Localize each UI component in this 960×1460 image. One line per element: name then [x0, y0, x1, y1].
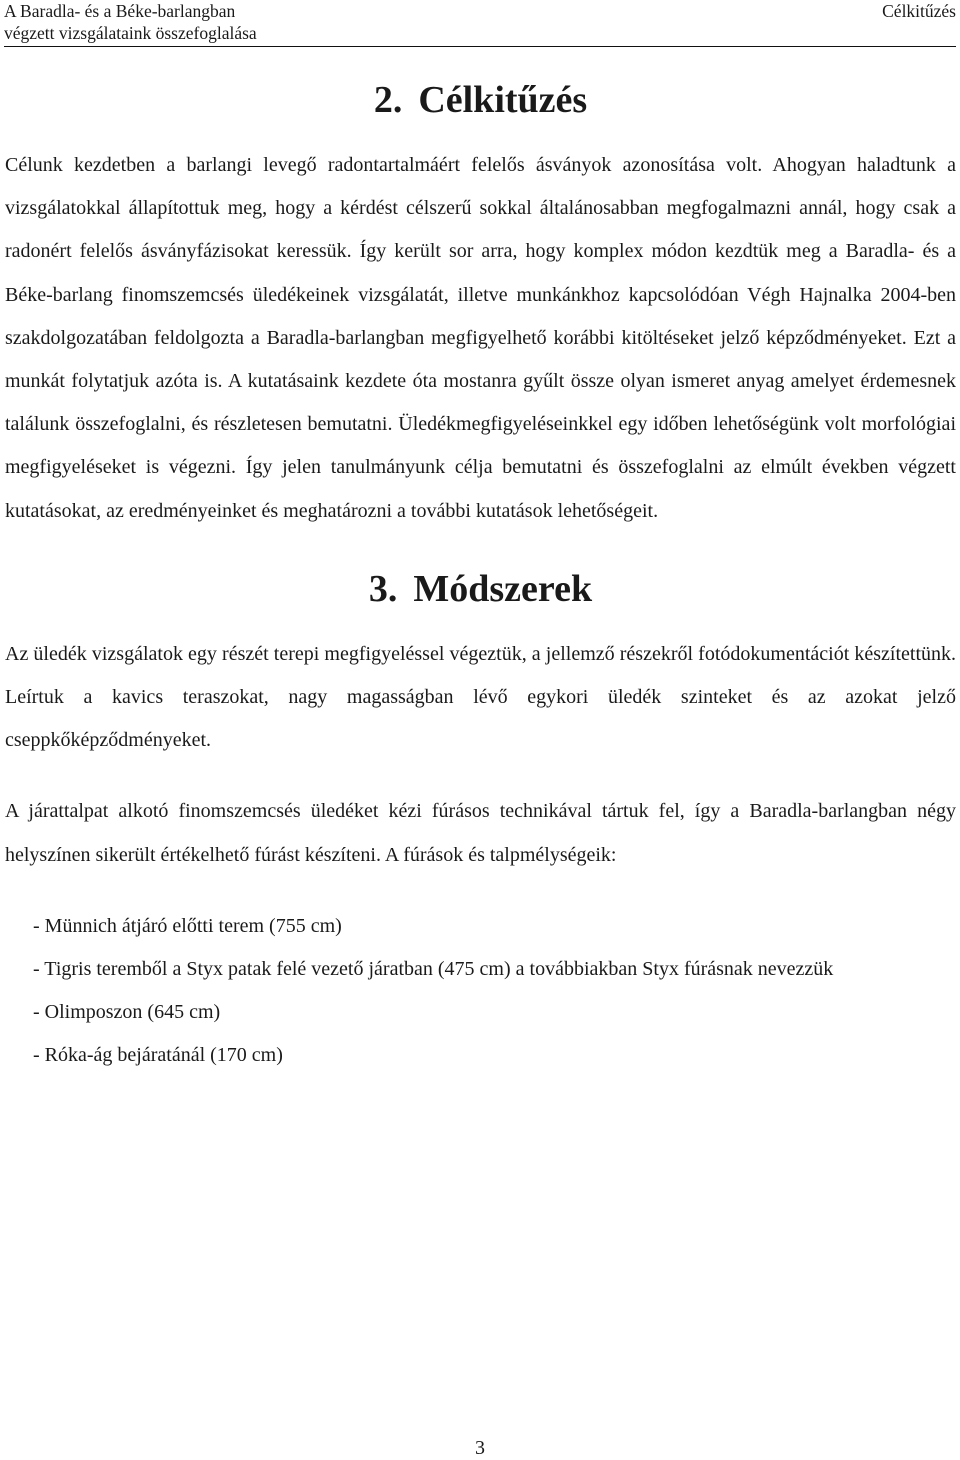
list-item: - Münnich átjáró előtti terem (755 cm)	[33, 914, 342, 937]
page-content	[5, 56, 956, 1078]
paragraph-celkituzes: Célunk kezdetben a barlangi levegő radontartalmáért felelős ásványok azonosítása volt. Ahogyan haladtunk a vizsgálatokkal állapítottuk meg, hogy a kérdést célszerű sokkal általánosabban megfogalmazni annál, hogy csak a radonért felelős ásványfázisokat keressük. Így került sor arra, hogy komplex módon kezdtük meg a Baradla- és a Béke-barlang finomszemcsés üledékeinek vizsgálatát, illetve munkánkhoz kapcsolódóan Végh Hajnalka 2004-ben szakdolgozatában feldolgozta a Baradla-barlangban megfigyelhető korábbi kitöltéseket jelző képződményeket. Ezt a munkát folytatjuk azóta is. A kutatásaink kezdete óta mostanra gyűlt össze olyan ismeret anyag amelyet érdemesnek találunk összefoglalni, és részletesen bemutatni. Üledékmegfigyeléseinkkel egy időben lehetőségünk volt morfológiai megfigyeléseket is végezni. Így jelen tanulmányunk célja bemutatni és összefoglalni az elmúlt években végzett kutatásokat, az eredményeinket és meghatározni a további kutatások lehetőségeit.	[5, 154, 956, 522]
section-heading-celkituzes	[5, 78, 956, 122]
running-header	[4, 0, 956, 47]
running-header-title	[4, 0, 257, 44]
section-title: Célkitűzés	[418, 79, 588, 121]
paragraph-terepi-megfigyeles: Az üledék vizsgálatok egy részét terepi megfigyeléssel végeztük, a jellemző részekről fotódokumentációt készítettünk. Leírtuk a kavics teraszokat, nagy magasságban lévő egykori üledék szinteket és az azokat jelző cseppkőképződményeket.	[5, 642, 956, 752]
list-item: - Tigris teremből a Styx patak felé vezető járatban (475 cm) a továbbiakban Styx fúrásnak nevezzük	[33, 958, 834, 981]
running-header-chapter: Célkitűzés	[882, 1, 956, 21]
section-heading-modszerek	[5, 567, 956, 611]
list-item: - Olimposzon (645 cm)	[33, 1001, 221, 1024]
section-number: 3.	[368, 567, 398, 610]
section-title: Módszerek	[413, 567, 593, 610]
running-header-line-2: végzett vizsgálataink összefoglalása	[4, 23, 257, 43]
bore-list	[5, 905, 956, 1078]
paragraph-furasok: A járattalpat alkotó finomszemcsés üledéket kézi fúrásos technikával tártuk fel, így a Baradla-barlangban négy helyszínen sikerült értékelhető fúrást készíteni. A fúrások és talpmélységeik:	[5, 800, 956, 866]
page-number: 3	[475, 1437, 485, 1459]
section-number: 2.	[373, 79, 403, 121]
list-item: - Róka-ág bejáratánál (170 cm)	[33, 1044, 283, 1067]
running-header-line-1: A Baradla- és a Béke-barlangban	[4, 1, 236, 21]
